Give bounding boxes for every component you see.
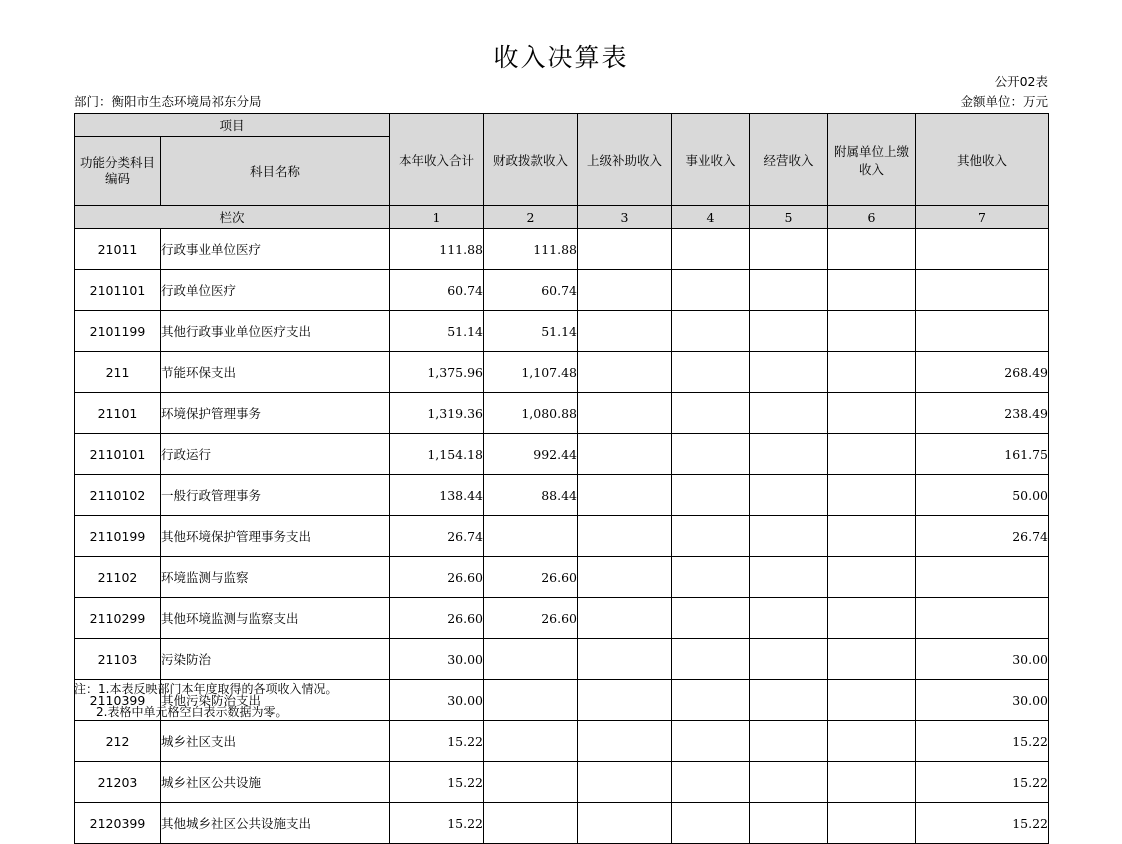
cell-value: 88.44 <box>484 475 578 516</box>
cell-value <box>828 721 916 762</box>
column-number-4: 4 <box>672 206 750 229</box>
cell-value <box>578 311 672 352</box>
cell-subject-name: 其他行政事业单位医疗支出 <box>161 311 390 352</box>
page-title: 收入决算表 <box>493 43 629 72</box>
cell-value: 1,319.36 <box>390 393 484 434</box>
column-number-5: 5 <box>750 206 828 229</box>
column-number-6: 6 <box>828 206 916 229</box>
column-number-3: 3 <box>578 206 672 229</box>
cell-function-code: 21101 <box>75 393 161 434</box>
cell-function-code: 212 <box>75 721 161 762</box>
cell-value: 268.49 <box>916 352 1049 393</box>
cell-value <box>916 270 1049 311</box>
table-row <box>75 639 1049 680</box>
cell-value <box>578 639 672 680</box>
cell-value <box>828 516 916 557</box>
cell-value <box>578 762 672 803</box>
table-row <box>75 762 1049 803</box>
cell-function-code: 2101101 <box>75 270 161 311</box>
cell-subject-name: 一般行政管理事务 <box>161 475 390 516</box>
cell-value <box>828 803 916 844</box>
cell-function-code: 2110299 <box>75 598 161 639</box>
cell-value <box>672 229 750 270</box>
column-number-1: 1 <box>390 206 484 229</box>
cell-value: 26.60 <box>390 557 484 598</box>
cell-subject-name: 其他环境保护管理事务支出 <box>161 516 390 557</box>
cell-value <box>828 434 916 475</box>
cell-value <box>750 434 828 475</box>
column-header-function-code <box>75 137 161 206</box>
cell-value: 30.00 <box>916 639 1049 680</box>
cell-subject-name: 节能环保支出 <box>161 352 390 393</box>
cell-subject-name: 其他环境监测与监察支出 <box>161 598 390 639</box>
cell-function-code: 211 <box>75 352 161 393</box>
cell-value <box>484 639 578 680</box>
cell-value <box>672 393 750 434</box>
column-header-affiliated-unit-payment: 附属单位上缴收入 <box>828 114 916 206</box>
cell-value: 111.88 <box>484 229 578 270</box>
cell-value <box>484 516 578 557</box>
cell-value <box>672 270 750 311</box>
table-body <box>75 229 1049 844</box>
cell-subject-name: 行政运行 <box>161 434 390 475</box>
cell-value <box>828 557 916 598</box>
cell-value: 26.60 <box>390 598 484 639</box>
cell-value <box>750 475 828 516</box>
cell-value <box>828 639 916 680</box>
cell-value <box>750 680 828 721</box>
cell-value <box>916 229 1049 270</box>
column-number-2: 2 <box>484 206 578 229</box>
cell-value <box>828 598 916 639</box>
cell-value: 15.22 <box>916 721 1049 762</box>
cell-value: 60.74 <box>484 270 578 311</box>
cell-function-code: 21102 <box>75 557 161 598</box>
cell-value <box>750 352 828 393</box>
cell-value: 30.00 <box>390 680 484 721</box>
cell-value <box>672 762 750 803</box>
department-label: 部门：衡阳市生态环境局祁东分局 <box>74 94 262 109</box>
cell-subject-name: 城乡社区支出 <box>161 721 390 762</box>
cell-value <box>750 270 828 311</box>
form-code-label: 公开02表 <box>994 74 1048 89</box>
cell-value: 15.22 <box>390 762 484 803</box>
amount-unit-label: 金额单位：万元 <box>960 94 1048 109</box>
cell-value <box>578 557 672 598</box>
cell-value <box>750 762 828 803</box>
cell-value <box>578 803 672 844</box>
cell-value <box>750 557 828 598</box>
cell-value <box>672 721 750 762</box>
cell-value <box>578 680 672 721</box>
cell-value <box>672 434 750 475</box>
cell-value <box>672 803 750 844</box>
cell-function-code: 21203 <box>75 762 161 803</box>
cell-subject-name: 污染防治 <box>161 639 390 680</box>
cell-value: 15.22 <box>390 803 484 844</box>
cell-value <box>750 393 828 434</box>
cell-value: 1,375.96 <box>390 352 484 393</box>
cell-value <box>916 311 1049 352</box>
cell-value: 60.74 <box>390 270 484 311</box>
cell-value: 51.14 <box>484 311 578 352</box>
table-row <box>75 557 1049 598</box>
cell-value <box>828 229 916 270</box>
cell-value <box>578 229 672 270</box>
cell-value: 992.44 <box>484 434 578 475</box>
table-notes <box>74 678 337 724</box>
cell-value: 138.44 <box>390 475 484 516</box>
table-row <box>75 352 1049 393</box>
cell-value <box>672 598 750 639</box>
cell-value: 30.00 <box>390 639 484 680</box>
cell-value <box>828 680 916 721</box>
cell-value <box>578 516 672 557</box>
cell-value: 51.14 <box>390 311 484 352</box>
table-row <box>75 598 1049 639</box>
cell-value <box>750 229 828 270</box>
cell-value <box>578 352 672 393</box>
cell-value <box>828 270 916 311</box>
cell-value <box>750 598 828 639</box>
cell-subject-name: 行政事业单位医疗 <box>161 229 390 270</box>
cell-value <box>828 352 916 393</box>
cell-function-code: 2110101 <box>75 434 161 475</box>
cell-value: 1,154.18 <box>390 434 484 475</box>
cell-value <box>672 557 750 598</box>
cell-value <box>750 803 828 844</box>
table-row <box>75 516 1049 557</box>
table-group-header-item: 项目 <box>75 114 390 137</box>
cell-value <box>672 639 750 680</box>
cell-value <box>828 475 916 516</box>
cell-value: 1,107.48 <box>484 352 578 393</box>
cell-value: 15.22 <box>916 762 1049 803</box>
cell-value <box>828 311 916 352</box>
column-header-operating-income: 经营收入 <box>750 114 828 206</box>
note-line-2: 2.表格中单元格空白表示数据为零。 <box>96 705 288 719</box>
cell-subject-name: 环境监测与监察 <box>161 557 390 598</box>
cell-function-code: 2101199 <box>75 311 161 352</box>
cell-value <box>578 721 672 762</box>
cell-subject-name: 其他污染防治支出 <box>161 680 390 721</box>
cell-value: 111.88 <box>390 229 484 270</box>
income-final-accounts-table <box>74 113 1049 844</box>
cell-value <box>484 803 578 844</box>
cell-value <box>750 639 828 680</box>
cell-value: 15.22 <box>390 721 484 762</box>
cell-value <box>672 475 750 516</box>
column-header-other-income: 其他收入 <box>916 114 1049 206</box>
cell-value <box>672 680 750 721</box>
table-row <box>75 803 1049 844</box>
cell-subject-name: 环境保护管理事务 <box>161 393 390 434</box>
cell-function-code: 2110399 <box>75 680 161 721</box>
cell-value: 26.74 <box>390 516 484 557</box>
column-header-total: 本年收入合计 <box>390 114 484 206</box>
cell-value <box>672 311 750 352</box>
table-row <box>75 229 1049 270</box>
column-number-7: 7 <box>916 206 1049 229</box>
cell-value: 26.60 <box>484 557 578 598</box>
cell-function-code: 2110102 <box>75 475 161 516</box>
cell-value <box>672 352 750 393</box>
cell-value <box>578 434 672 475</box>
cell-value <box>578 393 672 434</box>
cell-value: 238.49 <box>916 393 1049 434</box>
column-header-function-code-text: 功能分类科目编码 <box>79 155 155 186</box>
cell-value: 15.22 <box>916 803 1049 844</box>
column-header-business-income: 事业收入 <box>672 114 750 206</box>
cell-value <box>672 516 750 557</box>
cell-value: 30.00 <box>916 680 1049 721</box>
column-header-fiscal-appropriation: 财政拨款收入 <box>484 114 578 206</box>
column-header-superior-subsidy: 上级补助收入 <box>578 114 672 206</box>
table-row <box>75 393 1049 434</box>
cell-value: 26.74 <box>916 516 1049 557</box>
cell-value <box>828 762 916 803</box>
row-header-column-number: 栏次 <box>75 206 390 229</box>
table-row <box>75 311 1049 352</box>
cell-value <box>916 557 1049 598</box>
cell-value <box>484 680 578 721</box>
cell-value <box>578 598 672 639</box>
cell-value <box>750 516 828 557</box>
cell-value: 50.00 <box>916 475 1049 516</box>
cell-value <box>750 721 828 762</box>
cell-value <box>484 721 578 762</box>
cell-function-code: 21103 <box>75 639 161 680</box>
note-line-1: 注：1.本表反映部门本年度取得的各项收入情况。 <box>74 682 338 696</box>
table-row <box>75 434 1049 475</box>
cell-function-code: 2120399 <box>75 803 161 844</box>
cell-value <box>750 311 828 352</box>
cell-value: 161.75 <box>916 434 1049 475</box>
table-row <box>75 475 1049 516</box>
cell-value <box>578 475 672 516</box>
cell-function-code: 21011 <box>75 229 161 270</box>
table-row <box>75 270 1049 311</box>
cell-value <box>484 762 578 803</box>
cell-subject-name: 行政单位医疗 <box>161 270 390 311</box>
cell-value <box>916 598 1049 639</box>
cell-subject-name: 其他城乡社区公共设施支出 <box>161 803 390 844</box>
cell-function-code: 2110199 <box>75 516 161 557</box>
table-row <box>75 721 1049 762</box>
cell-value: 26.60 <box>484 598 578 639</box>
cell-value <box>578 270 672 311</box>
cell-subject-name: 城乡社区公共设施 <box>161 762 390 803</box>
column-header-subject-name: 科目名称 <box>161 137 390 206</box>
cell-value: 1,080.88 <box>484 393 578 434</box>
cell-value <box>828 393 916 434</box>
